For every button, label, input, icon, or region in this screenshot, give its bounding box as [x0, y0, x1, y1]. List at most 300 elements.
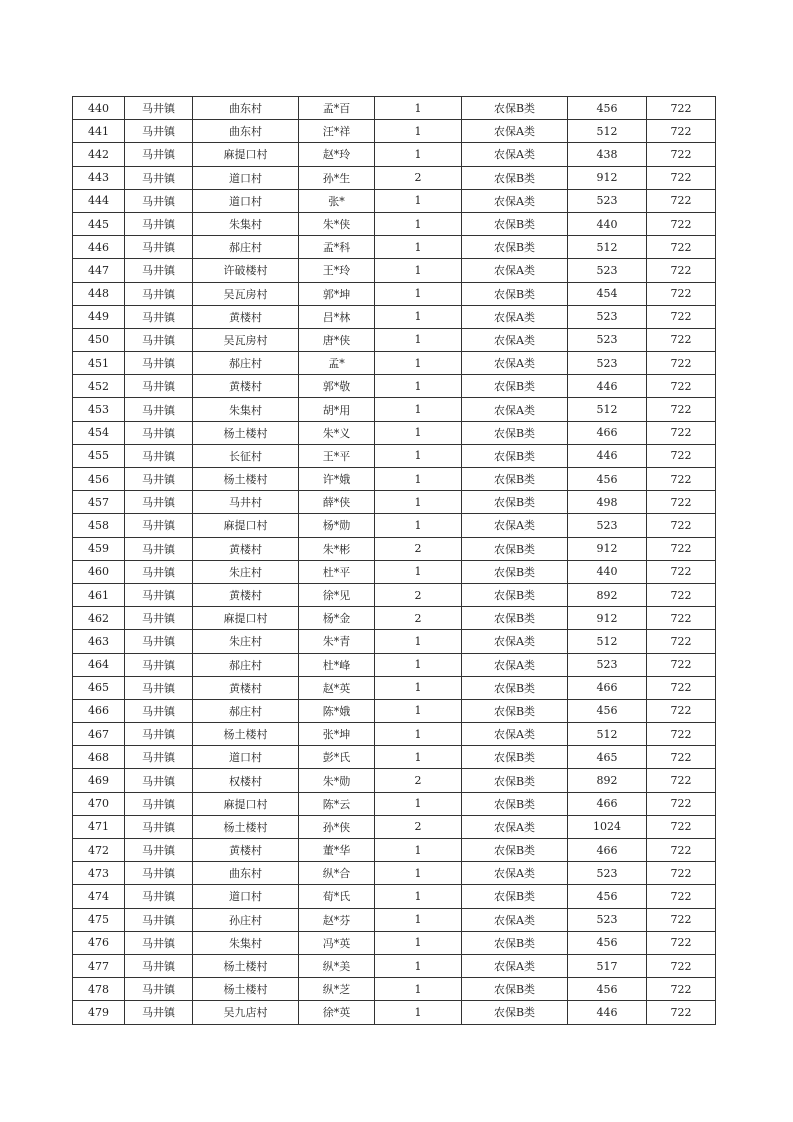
amount-cell: 440 — [568, 212, 647, 235]
town-cell: 马井镇 — [125, 607, 193, 630]
name-cell: 郭*坤 — [299, 282, 375, 305]
table-row — [73, 212, 716, 235]
town-cell: 马井镇 — [125, 398, 193, 421]
household-size-cell: 1 — [375, 259, 462, 282]
category-cell: 农保A类 — [462, 954, 568, 977]
amount-cell: 498 — [568, 491, 647, 514]
table-row — [73, 259, 716, 282]
category-cell: 农保A类 — [462, 305, 568, 328]
table-row — [73, 908, 716, 931]
amount-cell: 523 — [568, 328, 647, 351]
table-row — [73, 166, 716, 189]
household-size-cell: 1 — [375, 885, 462, 908]
town-cell: 马井镇 — [125, 630, 193, 653]
name-cell: 冯*英 — [299, 931, 375, 954]
table-row — [73, 978, 716, 1001]
category-cell: 农保B类 — [462, 978, 568, 1001]
standard-cell: 722 — [647, 375, 716, 398]
standard-cell: 722 — [647, 676, 716, 699]
household-size-cell: 1 — [375, 839, 462, 862]
town-cell: 马井镇 — [125, 305, 193, 328]
row-number-cell: 463 — [73, 630, 125, 653]
town-cell: 马井镇 — [125, 537, 193, 560]
village-cell: 杨土楼村 — [193, 723, 299, 746]
town-cell: 马井镇 — [125, 97, 193, 120]
village-cell: 杨土楼村 — [193, 468, 299, 491]
amount-cell: 517 — [568, 954, 647, 977]
town-cell: 马井镇 — [125, 954, 193, 977]
village-cell: 道口村 — [193, 885, 299, 908]
name-cell: 朱*勋 — [299, 769, 375, 792]
name-cell: 薛*侠 — [299, 491, 375, 514]
village-cell: 郝庄村 — [193, 236, 299, 259]
village-cell: 长征村 — [193, 444, 299, 467]
name-cell: 郭*敬 — [299, 375, 375, 398]
standard-cell: 722 — [647, 699, 716, 722]
town-cell: 马井镇 — [125, 166, 193, 189]
name-cell: 吕*林 — [299, 305, 375, 328]
table-row — [73, 444, 716, 467]
category-cell: 农保A类 — [462, 259, 568, 282]
table-row — [73, 491, 716, 514]
category-cell: 农保B类 — [462, 282, 568, 305]
household-size-cell: 1 — [375, 143, 462, 166]
table-row — [73, 537, 716, 560]
amount-cell: 912 — [568, 166, 647, 189]
category-cell: 农保B类 — [462, 699, 568, 722]
category-cell: 农保B类 — [462, 607, 568, 630]
name-cell: 赵*玲 — [299, 143, 375, 166]
household-size-cell: 2 — [375, 537, 462, 560]
row-number-cell: 474 — [73, 885, 125, 908]
amount-cell: 456 — [568, 978, 647, 1001]
table-row — [73, 699, 716, 722]
standard-cell: 722 — [647, 560, 716, 583]
amount-cell: 512 — [568, 723, 647, 746]
row-number-cell: 466 — [73, 699, 125, 722]
table-row — [73, 769, 716, 792]
household-size-cell: 2 — [375, 815, 462, 838]
category-cell: 农保B类 — [462, 1001, 568, 1024]
standard-cell: 722 — [647, 398, 716, 421]
name-cell: 唐*侠 — [299, 328, 375, 351]
category-cell: 农保A类 — [462, 862, 568, 885]
town-cell: 马井镇 — [125, 352, 193, 375]
category-cell: 农保B类 — [462, 468, 568, 491]
table-row — [73, 862, 716, 885]
row-number-cell: 477 — [73, 954, 125, 977]
table-row — [73, 792, 716, 815]
village-cell: 黄楼村 — [193, 537, 299, 560]
category-cell: 农保B类 — [462, 166, 568, 189]
standard-cell: 722 — [647, 792, 716, 815]
household-size-cell: 1 — [375, 282, 462, 305]
table-row — [73, 236, 716, 259]
name-cell: 朱*侠 — [299, 212, 375, 235]
row-number-cell: 447 — [73, 259, 125, 282]
village-cell: 杨土楼村 — [193, 978, 299, 1001]
standard-cell: 722 — [647, 97, 716, 120]
table-row — [73, 305, 716, 328]
amount-cell: 523 — [568, 189, 647, 212]
roster-table-body — [73, 97, 716, 1025]
household-size-cell: 1 — [375, 978, 462, 1001]
row-number-cell: 469 — [73, 769, 125, 792]
category-cell: 农保B类 — [462, 97, 568, 120]
table-row — [73, 583, 716, 606]
table-row — [73, 653, 716, 676]
amount-cell: 523 — [568, 514, 647, 537]
town-cell: 马井镇 — [125, 815, 193, 838]
household-size-cell: 1 — [375, 120, 462, 143]
town-cell: 马井镇 — [125, 676, 193, 699]
name-cell: 许*娥 — [299, 468, 375, 491]
household-size-cell: 1 — [375, 676, 462, 699]
household-size-cell: 1 — [375, 653, 462, 676]
category-cell: 农保A类 — [462, 328, 568, 351]
table-row — [73, 746, 716, 769]
village-cell: 孙庄村 — [193, 908, 299, 931]
standard-cell: 722 — [647, 746, 716, 769]
row-number-cell: 449 — [73, 305, 125, 328]
name-cell: 孙*生 — [299, 166, 375, 189]
category-cell: 农保B类 — [462, 212, 568, 235]
name-cell: 纵*美 — [299, 954, 375, 977]
category-cell: 农保B类 — [462, 769, 568, 792]
table-row — [73, 468, 716, 491]
table-row — [73, 97, 716, 120]
village-cell: 朱庄村 — [193, 630, 299, 653]
row-number-cell: 462 — [73, 607, 125, 630]
name-cell: 杨*勋 — [299, 514, 375, 537]
household-size-cell: 1 — [375, 908, 462, 931]
table-row — [73, 375, 716, 398]
standard-cell: 722 — [647, 931, 716, 954]
town-cell: 马井镇 — [125, 560, 193, 583]
town-cell: 马井镇 — [125, 468, 193, 491]
table-row — [73, 931, 716, 954]
village-cell: 权楼村 — [193, 769, 299, 792]
amount-cell: 512 — [568, 120, 647, 143]
name-cell: 杨*金 — [299, 607, 375, 630]
category-cell: 农保A类 — [462, 189, 568, 212]
town-cell: 马井镇 — [125, 792, 193, 815]
standard-cell: 722 — [647, 723, 716, 746]
name-cell: 朱*青 — [299, 630, 375, 653]
row-number-cell: 446 — [73, 236, 125, 259]
roster-table — [72, 96, 716, 1025]
town-cell: 马井镇 — [125, 839, 193, 862]
village-cell: 麻提口村 — [193, 514, 299, 537]
standard-cell: 722 — [647, 630, 716, 653]
category-cell: 农保A类 — [462, 352, 568, 375]
standard-cell: 722 — [647, 468, 716, 491]
name-cell: 陈*娥 — [299, 699, 375, 722]
village-cell: 道口村 — [193, 166, 299, 189]
town-cell: 马井镇 — [125, 769, 193, 792]
household-size-cell: 2 — [375, 583, 462, 606]
name-cell: 孟* — [299, 352, 375, 375]
category-cell: 农保B类 — [462, 931, 568, 954]
village-cell: 朱集村 — [193, 398, 299, 421]
standard-cell: 722 — [647, 421, 716, 444]
village-cell: 黄楼村 — [193, 839, 299, 862]
category-cell: 农保B类 — [462, 885, 568, 908]
table-row — [73, 560, 716, 583]
category-cell: 农保A类 — [462, 630, 568, 653]
category-cell: 农保B类 — [462, 792, 568, 815]
village-cell: 朱集村 — [193, 212, 299, 235]
row-number-cell: 465 — [73, 676, 125, 699]
household-size-cell: 1 — [375, 931, 462, 954]
category-cell: 农保A类 — [462, 908, 568, 931]
row-number-cell: 471 — [73, 815, 125, 838]
name-cell: 荀*氏 — [299, 885, 375, 908]
category-cell: 农保B类 — [462, 236, 568, 259]
table-row — [73, 120, 716, 143]
row-number-cell: 453 — [73, 398, 125, 421]
amount-cell: 446 — [568, 444, 647, 467]
household-size-cell: 2 — [375, 769, 462, 792]
town-cell: 马井镇 — [125, 282, 193, 305]
category-cell: 农保B类 — [462, 491, 568, 514]
amount-cell: 456 — [568, 97, 647, 120]
household-size-cell: 1 — [375, 212, 462, 235]
standard-cell: 722 — [647, 908, 716, 931]
name-cell: 胡*用 — [299, 398, 375, 421]
town-cell: 马井镇 — [125, 189, 193, 212]
amount-cell: 454 — [568, 282, 647, 305]
amount-cell: 512 — [568, 236, 647, 259]
standard-cell: 722 — [647, 769, 716, 792]
name-cell: 张*坤 — [299, 723, 375, 746]
standard-cell: 722 — [647, 607, 716, 630]
amount-cell: 892 — [568, 769, 647, 792]
table-row — [73, 607, 716, 630]
household-size-cell: 1 — [375, 421, 462, 444]
name-cell: 朱*彬 — [299, 537, 375, 560]
household-size-cell: 1 — [375, 328, 462, 351]
standard-cell: 722 — [647, 583, 716, 606]
standard-cell: 722 — [647, 305, 716, 328]
household-size-cell: 1 — [375, 189, 462, 212]
standard-cell: 722 — [647, 537, 716, 560]
category-cell: 农保A类 — [462, 143, 568, 166]
table-row — [73, 352, 716, 375]
amount-cell: 912 — [568, 537, 647, 560]
row-number-cell: 444 — [73, 189, 125, 212]
village-cell: 曲东村 — [193, 120, 299, 143]
category-cell: 农保A类 — [462, 815, 568, 838]
amount-cell: 1024 — [568, 815, 647, 838]
row-number-cell: 451 — [73, 352, 125, 375]
amount-cell: 456 — [568, 699, 647, 722]
household-size-cell: 1 — [375, 468, 462, 491]
household-size-cell: 1 — [375, 560, 462, 583]
row-number-cell: 478 — [73, 978, 125, 1001]
village-cell: 黄楼村 — [193, 375, 299, 398]
amount-cell: 466 — [568, 676, 647, 699]
village-cell: 郝庄村 — [193, 699, 299, 722]
row-number-cell: 479 — [73, 1001, 125, 1024]
standard-cell: 722 — [647, 885, 716, 908]
household-size-cell: 1 — [375, 954, 462, 977]
standard-cell: 722 — [647, 491, 716, 514]
name-cell: 董*华 — [299, 839, 375, 862]
row-number-cell: 456 — [73, 468, 125, 491]
town-cell: 马井镇 — [125, 583, 193, 606]
row-number-cell: 461 — [73, 583, 125, 606]
town-cell: 马井镇 — [125, 491, 193, 514]
village-cell: 许破楼村 — [193, 259, 299, 282]
amount-cell: 523 — [568, 908, 647, 931]
table-row — [73, 630, 716, 653]
village-cell: 杨土楼村 — [193, 954, 299, 977]
row-number-cell: 460 — [73, 560, 125, 583]
category-cell: 农保A类 — [462, 514, 568, 537]
household-size-cell: 2 — [375, 166, 462, 189]
village-cell: 道口村 — [193, 746, 299, 769]
town-cell: 马井镇 — [125, 259, 193, 282]
village-cell: 黄楼村 — [193, 583, 299, 606]
standard-cell: 722 — [647, 954, 716, 977]
household-size-cell: 1 — [375, 862, 462, 885]
town-cell: 马井镇 — [125, 723, 193, 746]
amount-cell: 523 — [568, 862, 647, 885]
standard-cell: 722 — [647, 352, 716, 375]
village-cell: 吴瓦房村 — [193, 282, 299, 305]
name-cell: 徐*见 — [299, 583, 375, 606]
category-cell: 农保B类 — [462, 839, 568, 862]
row-number-cell: 441 — [73, 120, 125, 143]
household-size-cell: 1 — [375, 398, 462, 421]
household-size-cell: 1 — [375, 630, 462, 653]
amount-cell: 438 — [568, 143, 647, 166]
household-size-cell: 1 — [375, 723, 462, 746]
row-number-cell: 467 — [73, 723, 125, 746]
town-cell: 马井镇 — [125, 746, 193, 769]
row-number-cell: 440 — [73, 97, 125, 120]
amount-cell: 466 — [568, 839, 647, 862]
village-cell: 朱庄村 — [193, 560, 299, 583]
standard-cell: 722 — [647, 839, 716, 862]
row-number-cell: 473 — [73, 862, 125, 885]
town-cell: 马井镇 — [125, 120, 193, 143]
village-cell: 郝庄村 — [193, 653, 299, 676]
row-number-cell: 442 — [73, 143, 125, 166]
name-cell: 徐*英 — [299, 1001, 375, 1024]
amount-cell: 466 — [568, 421, 647, 444]
row-number-cell: 452 — [73, 375, 125, 398]
amount-cell: 466 — [568, 792, 647, 815]
name-cell: 杜*峰 — [299, 653, 375, 676]
household-size-cell: 1 — [375, 444, 462, 467]
household-size-cell: 1 — [375, 792, 462, 815]
category-cell: 农保B类 — [462, 676, 568, 699]
standard-cell: 722 — [647, 444, 716, 467]
category-cell: 农保B类 — [462, 375, 568, 398]
household-size-cell: 1 — [375, 699, 462, 722]
amount-cell: 512 — [568, 398, 647, 421]
village-cell: 郝庄村 — [193, 352, 299, 375]
row-number-cell: 468 — [73, 746, 125, 769]
table-row — [73, 421, 716, 444]
table-row — [73, 885, 716, 908]
name-cell: 杜*平 — [299, 560, 375, 583]
table-row — [73, 839, 716, 862]
village-cell: 麻提口村 — [193, 792, 299, 815]
standard-cell: 722 — [647, 282, 716, 305]
category-cell: 农保B类 — [462, 746, 568, 769]
row-number-cell: 476 — [73, 931, 125, 954]
town-cell: 马井镇 — [125, 862, 193, 885]
table-row — [73, 1001, 716, 1024]
amount-cell: 446 — [568, 375, 647, 398]
amount-cell: 512 — [568, 630, 647, 653]
table-row — [73, 514, 716, 537]
household-size-cell: 1 — [375, 746, 462, 769]
name-cell: 王*玲 — [299, 259, 375, 282]
town-cell: 马井镇 — [125, 444, 193, 467]
amount-cell: 456 — [568, 468, 647, 491]
row-number-cell: 458 — [73, 514, 125, 537]
amount-cell: 446 — [568, 1001, 647, 1024]
town-cell: 马井镇 — [125, 514, 193, 537]
standard-cell: 722 — [647, 189, 716, 212]
amount-cell: 465 — [568, 746, 647, 769]
name-cell: 赵*英 — [299, 676, 375, 699]
row-number-cell: 450 — [73, 328, 125, 351]
standard-cell: 722 — [647, 212, 716, 235]
name-cell: 王*平 — [299, 444, 375, 467]
name-cell: 汪*祥 — [299, 120, 375, 143]
amount-cell: 456 — [568, 885, 647, 908]
village-cell: 麻提口村 — [193, 607, 299, 630]
amount-cell: 523 — [568, 653, 647, 676]
village-cell: 曲东村 — [193, 97, 299, 120]
table-row — [73, 398, 716, 421]
name-cell: 彭*氏 — [299, 746, 375, 769]
household-size-cell: 1 — [375, 375, 462, 398]
name-cell: 孟*百 — [299, 97, 375, 120]
row-number-cell: 472 — [73, 839, 125, 862]
row-number-cell: 455 — [73, 444, 125, 467]
name-cell: 孟*科 — [299, 236, 375, 259]
row-number-cell: 448 — [73, 282, 125, 305]
name-cell: 孙*侠 — [299, 815, 375, 838]
town-cell: 马井镇 — [125, 699, 193, 722]
table-row — [73, 143, 716, 166]
village-cell: 朱集村 — [193, 931, 299, 954]
amount-cell: 523 — [568, 305, 647, 328]
town-cell: 马井镇 — [125, 328, 193, 351]
standard-cell: 722 — [647, 514, 716, 537]
table-row — [73, 815, 716, 838]
name-cell: 陈*云 — [299, 792, 375, 815]
town-cell: 马井镇 — [125, 931, 193, 954]
household-size-cell: 1 — [375, 1001, 462, 1024]
amount-cell: 912 — [568, 607, 647, 630]
village-cell: 曲东村 — [193, 862, 299, 885]
town-cell: 马井镇 — [125, 236, 193, 259]
table-row — [73, 189, 716, 212]
household-size-cell: 1 — [375, 491, 462, 514]
category-cell: 农保A类 — [462, 653, 568, 676]
village-cell: 杨土楼村 — [193, 421, 299, 444]
town-cell: 马井镇 — [125, 885, 193, 908]
village-cell: 吴瓦房村 — [193, 328, 299, 351]
standard-cell: 722 — [647, 653, 716, 676]
